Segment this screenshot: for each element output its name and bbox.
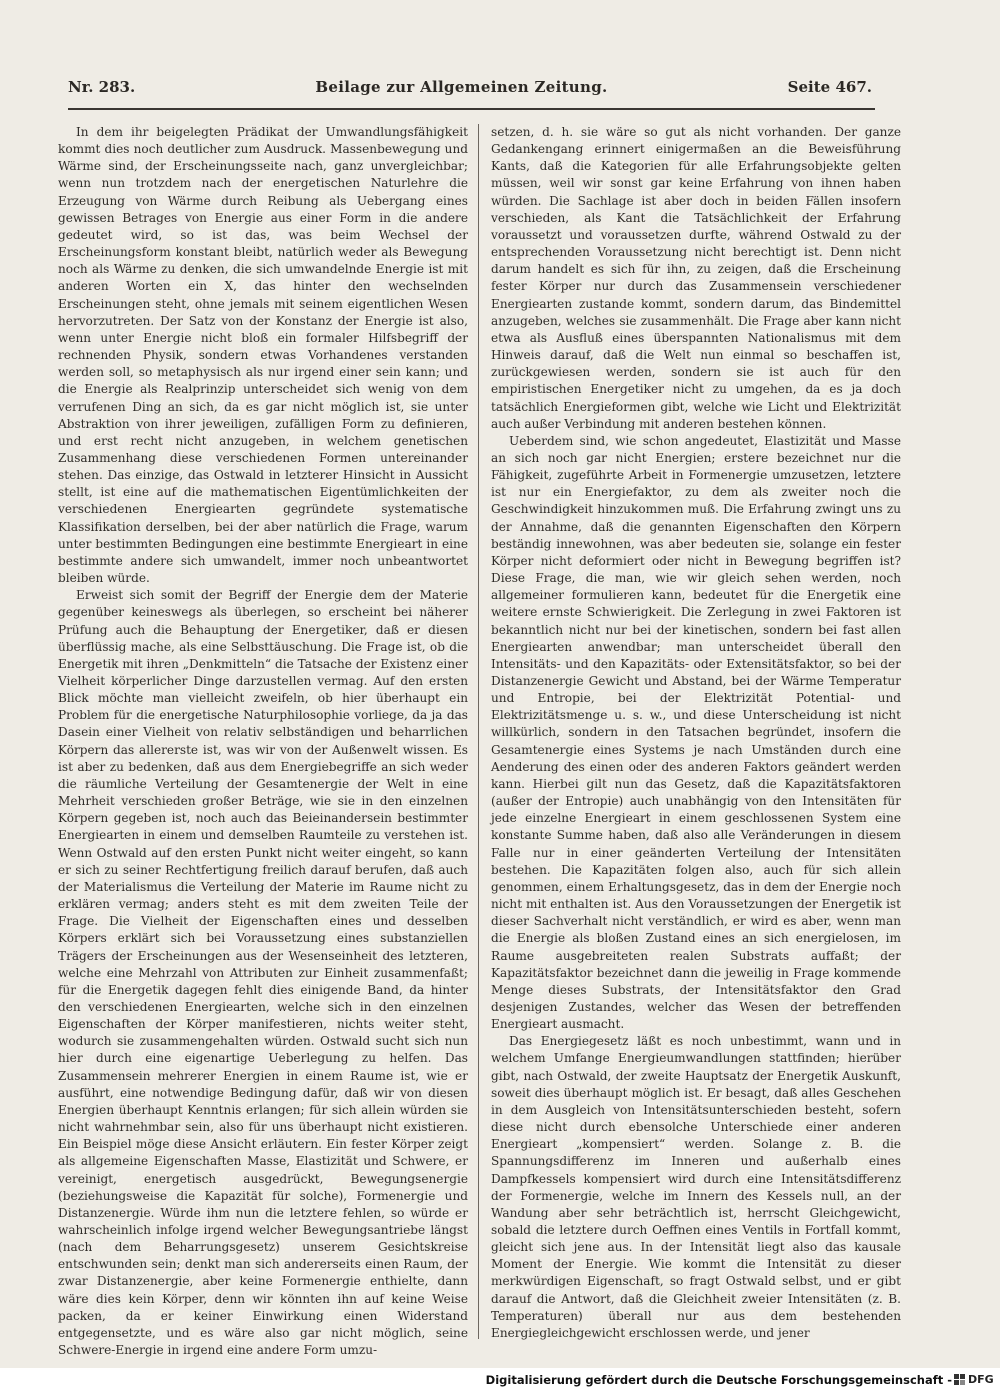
publication-title: Beilage zur Allgemeinen Zeitung.: [315, 78, 608, 96]
header-rule: [68, 108, 875, 110]
column-divider: [478, 124, 479, 1339]
paragraph: setzen, d. h. sie wäre so gut als nicht vorhanden. Der ganze Gedankengang erinnert einigermaßen an die Beweisführung Kants, daß die Kategorien für alle Erfahrungsobjekte gelten müssen, weil wir sonst gar keine Erfahrung von ihnen haben würden. Die Sachlage ist aber doch in beiden Fällen insofern verschieden, als Kant die Tatsächlichkeit der Erfahrung voraussetzt und voraussetzen durfte, während Ostwald zu der entsprechenden Voraussetzung nicht berechtigt ist. Denn nicht darum handelt es sich für ihn, zu zeigen, daß die Erscheinung fester Körper nur durch das Zusammensein verschiedener Energiearten zustande kommt, sondern darum, das Bindemittel anzugeben, welches sie zusammenhält. Die Frage aber kann nicht etwa als Ausfluß eines überspannten Nationalismus mit dem Hinweis darauf, daß die Welt nun einmal so beschaffen ist, zurückgewiesen werden, sondern sie ist auch für den empiristischen Energetiker nicht zu umgehen, da es ja doch tatsächlich Energieformen gibt, welche wie Licht und Elektrizität auch außer Verbindung mit anderen bestehen können.: [491, 125, 901, 431]
issue-number: Nr. 283.: [68, 78, 136, 96]
dfg-logo: [954, 1371, 994, 1388]
left-column: [58, 124, 468, 1358]
right-column: [491, 124, 901, 1340]
paragraph: Erweist sich somit der Begriff der Energie dem der Materie gegenüber keineswegs als überlegen, so erscheint bei näherer Prüfung auch die Behauptung der Energetiker, daß er diesen überflüssig mache, als eine Selbsttäuschung. Die Frage ist, ob die Energetik mit ihren „Denkmitteln“ die Tatsache der Existenz einer Vielheit körperlicher Dinge darzustellen vermag. Auf den ersten Blick möchte man vielleicht zweifeln, ob hier überhaupt ein Problem für die energetische Naturphilosophie vorliege, da ja das Dasein einer Vielheit von relativ selbständigen und beharrlichen Körpern das allererste ist, was wir von der Außenwelt wissen. Es ist aber zu bedenken, daß aus dem Energiebegriffe an sich weder die räumliche Verteilung der Gesamtenergie der Welt in eine Mehrheit verschieden großer Beträge, wie sie in den einzelnen Körpern gegeben ist, noch auch das Beieinandersein bestimmter Energiearten in einem und demselben Raumteile zu verstehen ist. Wenn Ostwald auf den ersten Punkt nicht weiter eingeht, so kann er sich zu seiner Rechtfertigung freilich darauf berufen, daß auch der Materialismus die Verteilung der Materie im Raume nicht zu erklären vermag; anders steht es mit dem zweiten Teile der Frage. Die Vielheit der Eigenschaften eines und desselben Körpers erklärt sich bei Voraussetzung eines substanziellen Trägers der Erscheinungen aus der Wesenseinheit des letzteren, welche eine Mehrzahl von Attributen zur Einheit zusammenfaßt; für die Energetik dagegen fehlt dies einigende Band, da hinter den verschiedenen Energiearten, welche sich in den einzelnen Eigenschaften der Körper manifestieren, nichts weiter steht, wodurch sie zusammengehalten würden. Ostwald sucht sich nun hier durch eine eigenartige Ueberlegung zu helfen. Das Zusammensein mehrerer Energien in einem Raume ist, wie er ausführt, eine notwendige Bedingung dafür, daß wir von diesen Energien überhaupt Kenntnis erlangen; für sich allein würden sie nicht wahrnehmbar sein, also für uns überhaupt nicht existieren. Ein Beispiel möge diese Ansicht erläutern. Ein fester Körper zeigt als allgemeine Eigenschaften Masse, Elastizität und Schwere, er vereinigt, energetisch ausgedrückt, Bewegungsenergie (beziehungsweise die Kapazität für solche), Formenergie und Distanzenergie. Würde ihm nun die letztere fehlen, so würde er wahrscheinlich infolge irgend welcher Bewegungsantriebe längst (nach dem Beharrungsgesetz) unserem Gesichtskreise entschwunden sein; denkt man sich andererseits einen Raum, der zwar Distanzenergie, aber keine Formenergie enthielte, dann wäre dies kein Körper, denn wir könnten ihn auf keine Weise packen, da er keiner Einwirkung einen Widerstand entgegensetzte, und es wäre also gar nicht möglich, seine Schwere-Energie in irgend eine andere Form umzu-: [58, 588, 468, 1358]
page-number: Seite 467.: [787, 78, 872, 96]
funding-notice: Digitalisierung gefördert durch die Deutsche Forschungsgemeinschaft -: [485, 1373, 952, 1387]
dfg-mark-icon: [954, 1374, 966, 1386]
page-header: [68, 78, 872, 106]
paragraph: In dem ihr beigelegten Prädikat der Umwandlungsfähigkeit kommt dies noch deutlicher zum Ausdruck. Massenbewegung und Wärme sind, der Erscheinungsseite nach, ganz unvergleichbar; wenn nun trotzdem nach der energetischen Naturlehre die Erzeugung von Wärme durch Reibung als Uebergang eines gewissen Betrages von Energie aus einer Form in die andere gedeutet wird, so ist das, was beim Wechsel der Erscheinungsform konstant bleibt, natürlich weder als Bewegung noch als Wärme zu denken, die sich umwandelnde Energie ist mit anderen Worten ein X, das hinter den wechselnden Erscheinungen steht, ohne jemals mit seinem eigentlichen Wesen hervorzutreten. Der Satz von der Konstanz der Energie ist also, wenn unter Energie nicht bloß ein formaler Hilfsbegriff der rechnenden Physik, sondern etwas Vorhandenes verstanden werden soll, so metaphysisch als nur irgend einer sein kann; und die Energie als Realprinzip unterscheidet sich wenig von dem verrufenen Ding an sich, da es gar nicht möglich ist, sie unter Abstraktion von ihrer jeweiligen, zufälligen Form zu definieren, und erst recht nicht anzugeben, in welchem genetischen Zusammenhang diese verschiedenen Formen untereinander stehen. Das einzige, das Ostwald in letzterer Hinsicht in Aussicht stellt, ist eine auf die mathematischen Eigentümlichkeiten der verschiedenen Energiearten gegründete systematische Klassifikation derselben, bei der aber natürlich die Frage, warum unter bestimmten Bedingungen eine bestimmte Energieart in eine bestimmte andere sich umwandelt, immer noch unbeantwortet bleiben würde.: [58, 125, 468, 586]
paragraph: Das Energiegesetz läßt es noch unbestimmt, wann und in welchem Umfange Energieumwandlungen stattfinden; hierüber gibt, nach Ostwald, der zweite Hauptsatz der Energetik Auskunft, soweit dies überhaupt möglich ist. Er besagt, daß alles Geschehen in dem Ausgleich von Intensitätsunterschieden besteht, sofern diese nicht durch ebensolche Unterschiede einer anderen Energieart „kompensiert“ werden. Solange z. B. die Spannungsdifferenz im Inneren und außerhalb eines Dampfkessels kompensiert wird durch eine Intensitätsdifferenz der Formenergie, welche im Innern des Kessels null, an der Wandung aber sehr beträchtlich ist, herrscht Gleichgewicht, sobald die letztere durch Oeffnen eines Ventils in Fortfall kommt, gleicht sich jene aus. In der Intensität liegt also das kausale Moment der Energie. Wie kommt die Intensität zu dieser merkwürdigen Eigenschaft, so fragt Ostwald selbst, und er gibt darauf die Antwort, daß die Gleichheit zweier Intensitäten (z. B. Temperaturen) überall nur aus dem bestehenden Energiegleichgewicht erschlossen werde, und jener: [491, 1034, 901, 1340]
dfg-logo-text: DFG: [968, 1373, 994, 1386]
paragraph: Ueberdem sind, wie schon angedeutet, Elastizität und Masse an sich noch gar nicht Energien; erstere bezeichnet nur die Fähigkeit, zugeführte Arbeit in Formenergie umzusetzen, letztere ist nur ein Energiefaktor, zu dem als zweiter noch die Geschwindigkeit hinzukommen muß. Die Erfahrung zwingt uns zu der Annahme, daß die genannten Eigenschaften den Körpern beständig innewohnen, was aber bedeuten sie, solange ein fester Körper nicht deformiert oder nicht in Bewegung begriffen ist? Diese Frage, die man, wie wir gleich sehen werden, noch allgemeiner formulieren kann, bedeutet für die Energetik eine weitere ernste Schwierigkeit. Die Zerlegung in zwei Faktoren ist bekanntlich nicht nur bei der kinetischen, sondern bei fast allen Energiearten anwendbar; man unterscheidet überall den Intensitäts- und den Kapazitäts- oder Extensitätsfaktor, so bei der Distanzenergie Gewicht und Abstand, bei der Wärme Temperatur und Entropie, bei der Elektrizität Potential- und Elektrizitätsmenge u. s. w., und diese Unterscheidung ist nicht willkürlich, sondern in den Tatsachen begründet, insofern die Gesamtenergie eines Systems je nach Umständen durch eine Aenderung des einen oder des anderen Faktors geändert werden kann. Hierbei gilt nun das Gesetz, daß die Kapazitätsfaktoren (außer der Entropie) auch unabhängig von den Intensitäten für jede einzelne Energieart in einem geschlossenen System eine konstante Summe haben, daß also alle Veränderungen in diesem Falle nur in einer geänderten Verteilung der Intensitäten bestehen. Die Kapazitäten folgen also, auch für sich allein genommen, einem Erhaltungsgesetz, das in dem der Energie noch nicht mit enthalten ist. Aus den Voraussetzungen der Energetik ist dieser Sachverhalt nicht verständlich, er wird es aber, wenn man die Energie als bloßen Zustand eines an sich energielosen, im Raume ausgebreiteten realen Substrats auffaßt; der Kapazitätsfaktor bezeichnet dann die jeweilig in Frage kommende Menge dieses Substrats, der Intensitätsfaktor den Grad desjenigen Zustandes, welcher das Wesen der betreffenden Energieart ausmacht.: [491, 433, 901, 1032]
